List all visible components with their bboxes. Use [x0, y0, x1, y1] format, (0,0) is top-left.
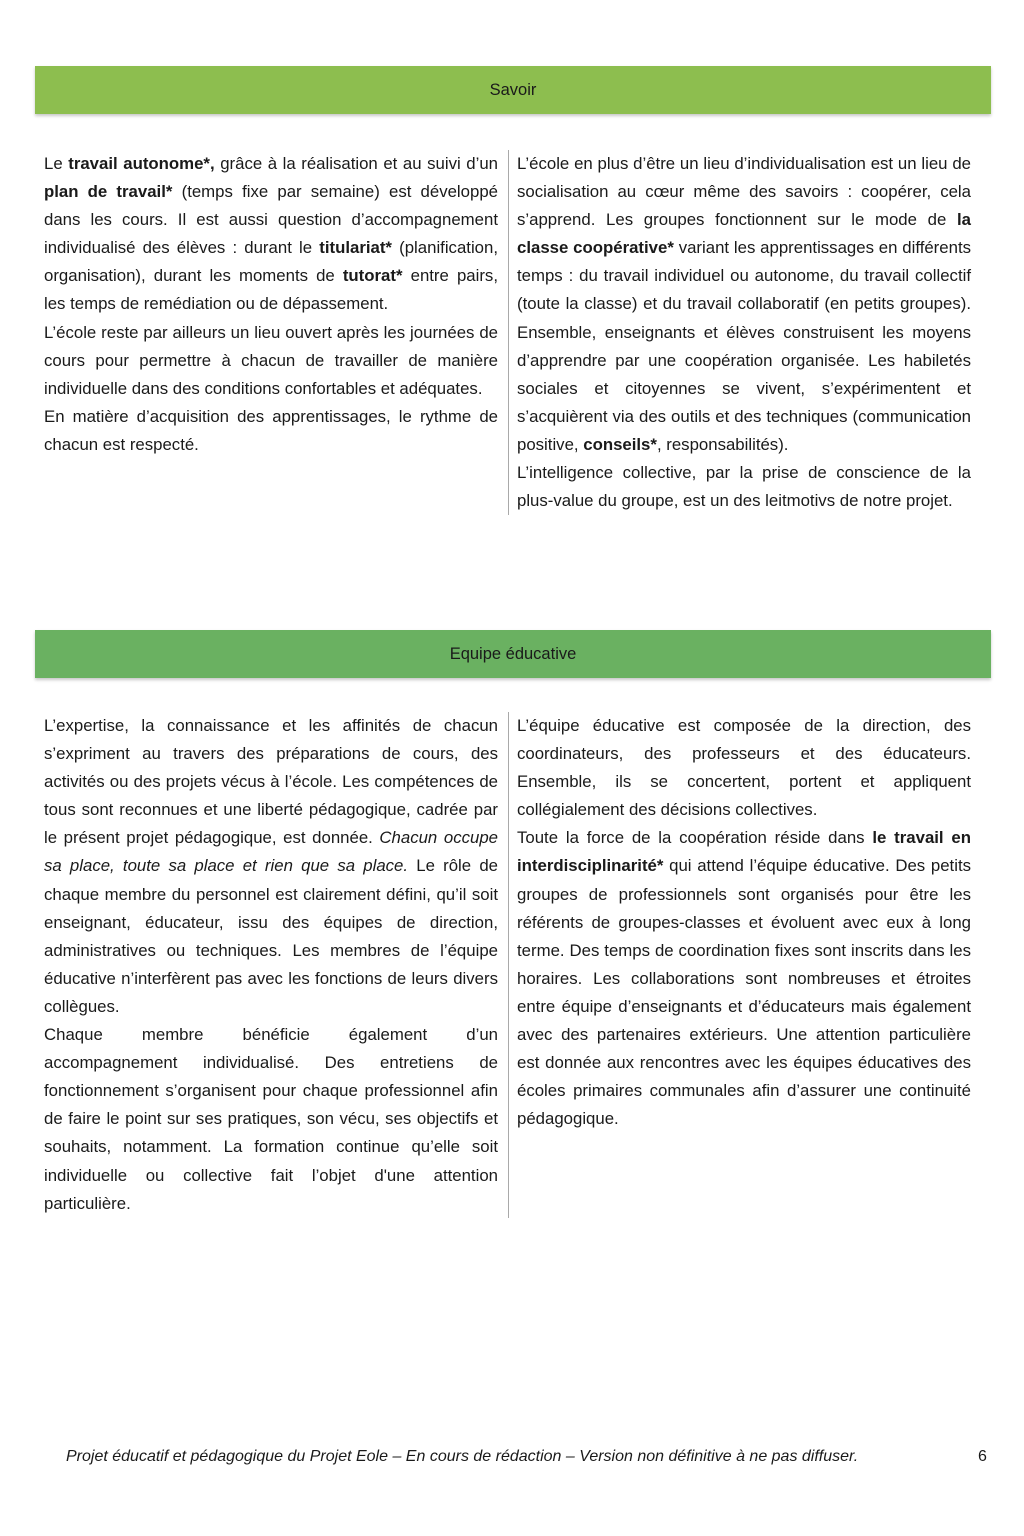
page-number: 6	[978, 1448, 987, 1465]
paragraph: L’école reste par ailleurs un lieu ouvert après les journées de cours pour permettre à chacun de travailler de manière individuelle dans des conditions confortables et adéquates.	[44, 322, 498, 398]
savoir-right-column	[509, 150, 980, 515]
section-header-savoir	[35, 66, 991, 114]
paragraph: L’équipe éducative est composée de la direction, des coordinateurs, des professeurs et des éducateurs. Ensemble, ils se concertent, portent et appliquent collégialement des décisions collectives.	[517, 716, 971, 820]
paragraph: L’école en plus d’être un lieu d’individualisation est un lieu de socialisation au cœur même des savoirs : coopérer, cela s’apprend. Les groupes fonctionnent sur le mode de la classe coopérative* variant les apprentissages en différents temps : du travail individuel ou autonome, du travail collectif (toute la classe) et du travail collaboratif (en petits groupes). Ensemble, enseignants et élèves construisent les moyens d’apprendre par une coopération organisée. Les habiletés sociales et citoyennes se vivent, s’expérimentent et s’acquièrent via des outils et des techniques (communication positive, conseils*, responsabilités).	[517, 154, 971, 454]
paragraph: En matière d’acquisition des apprentissages, le rythme de chacun est respecté.	[44, 406, 498, 454]
section-title: Equipe éducative	[449, 644, 577, 663]
paragraph: Chaque membre bénéficie également d’un accompagnement individualisé. Des entretiens de fonctionnement s’organisent pour chaque professionnel afin de faire le point sur ses pratiques, son vécu, ses objectifs et souhaits, notamment. La formation continue qu’elle soit individuelle ou collective fait l’objet d'une attention particulière.	[44, 1025, 498, 1213]
paragraph: L’expertise, la connaissance et les affinités de chacun s’expriment au travers des préparations de cours, des activités ou des projets vécus à l’école. Les compétences de tous sont reconnues et une liberté pédagogique, cadrée par le présent projet pédagogique, est donnée. Chacun occupe sa place, toute sa place et rien que sa place. Le rôle de chaque membre du personnel est clairement défini, qu’il soit enseignant, éducateur, issu des équipes de direction, administratives ou techniques. Les membres de l’équipe éducative n’interfèrent pas avec les fonctions de leurs divers collègues.	[44, 716, 498, 1016]
equipe-right-column	[509, 712, 980, 1218]
savoir-columns	[35, 150, 991, 515]
paragraph: Le travail autonome*, grâce à la réalisation et au suivi d’un plan de travail* (temps fixe par semaine) est développé dans les cours. Il est aussi question d’accompagnement individualisé des élèves : durant le titulariat* (planification, organisation), durant les moments de tutorat* entre pairs, les temps de remédiation ou de dépassement.	[44, 154, 499, 314]
paragraph: L’intelligence collective, par la prise de conscience de la plus-value du groupe, est un des leitmotivs de notre projet.	[517, 463, 971, 511]
section-title: Savoir	[489, 80, 537, 99]
equipe-left-column	[35, 712, 509, 1218]
section-header-equipe	[35, 630, 991, 678]
savoir-left-column	[35, 150, 509, 515]
page-footer: Projet éducatif et pédagogique du Projet Eole – En cours de rédaction – Version non définitive à ne pas diffuser.	[66, 1448, 859, 1465]
equipe-columns	[35, 712, 991, 1218]
paragraph: Toute la force de la coopération réside dans le travail en interdisciplinarité* qui attend l’équipe éducative. Des petits groupes de professionnels sont organisés pour être les référents de groupes-classes et évoluent avec eux à long terme. Des temps de coordination fixes sont inscrits dans les horaires. Les collaborations sont nombreuses et étroites entre équipe d’enseignants et d’éducateurs mais également avec des partenaires extérieurs. Une attention particulière est donnée aux rencontres avec les équipes éducatives des écoles primaires communales afin d’assurer une continuité pédagogique.	[517, 828, 971, 1129]
